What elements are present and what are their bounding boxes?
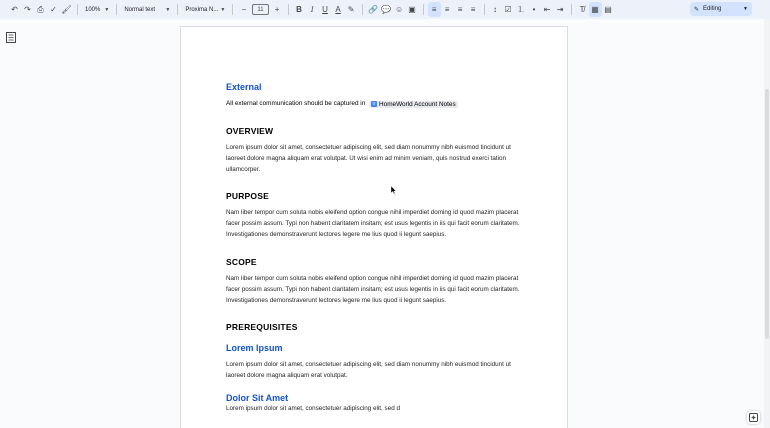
toolbar <box>0 0 770 19</box>
checklist-icon[interactable]: ☑ <box>504 5 512 14</box>
document-page[interactable] <box>180 26 568 428</box>
heading-external: External <box>226 82 262 92</box>
purpose-paragraph: Nam liber tempor cum soluta nobis eleifend option congue nihil imperdiet doming id quod mazim placerat facer possim assum. Typi non habent claritatem insitam; est usus legentis in iis qui facit eorum claritatem. Investigationes demonstraverunt lectores legere me lius quod ii legunt saepius. <box>226 209 520 239</box>
redo-icon[interactable]: ↷ <box>24 5 31 14</box>
explore-button[interactable] <box>747 411 760 424</box>
decrease-font-size-button[interactable]: − <box>241 5 247 14</box>
pencil-icon: ✎ <box>694 6 700 13</box>
increase-indent-icon[interactable]: ⇥ <box>556 5 564 14</box>
heading-scope: SCOPE <box>226 257 257 267</box>
dolor-paragraph: Lorem ipsum dolor sit amet, consectetuer adipiscing elit, sed d <box>226 405 400 412</box>
align-right-icon[interactable]: ≡ <box>457 5 463 14</box>
emoji-icon[interactable]: ☺ <box>394 5 404 14</box>
clear-formatting-icon[interactable]: T̸ <box>579 5 585 14</box>
line-spacing-icon[interactable]: ↕ <box>493 5 498 14</box>
external-line <box>226 100 458 108</box>
editing-mode-label: Editing <box>703 6 722 12</box>
heading-overview: OVERVIEW <box>226 126 274 136</box>
smart-chip-file[interactable] <box>369 101 458 108</box>
divider <box>484 4 485 15</box>
zoom-select[interactable] <box>82 2 112 17</box>
divider <box>288 4 289 15</box>
editing-mode-button[interactable] <box>690 2 752 16</box>
divider <box>571 4 572 15</box>
decrease-indent-icon[interactable]: ⇤ <box>543 5 551 14</box>
numbered-list-icon[interactable]: ⒈ <box>517 5 526 14</box>
bold-icon[interactable]: B <box>296 5 302 14</box>
comment-icon[interactable]: 💬 <box>381 5 392 14</box>
document-icon: ≡ <box>372 101 376 107</box>
heading-lorem-ipsum: Lorem Ipsum <box>226 343 283 353</box>
image-icon[interactable]: ▣ <box>408 5 416 14</box>
heading-purpose: PURPOSE <box>226 191 269 201</box>
increase-font-size-button[interactable]: + <box>274 5 280 14</box>
zoom-value: 100% <box>85 6 101 13</box>
undo-icon[interactable]: ↶ <box>11 5 18 14</box>
font-select[interactable] <box>182 2 228 17</box>
format-icon[interactable]: ▦ <box>589 2 602 17</box>
spellcheck-icon[interactable]: ✓ <box>50 5 57 14</box>
chip-label: HomeWorld Account Notes <box>379 100 456 108</box>
bulleted-list-icon[interactable]: • <box>532 5 536 14</box>
template-icon[interactable]: ▤ <box>604 5 612 14</box>
heading-prerequisites: PREREQUISITES <box>226 322 298 332</box>
text-color-icon[interactable]: A <box>335 5 341 14</box>
align-center-icon[interactable]: ≡ <box>444 5 450 14</box>
overview-paragraph: Lorem ipsum dolor sit amet, consectetuer adipiscing elit, sed diam nonummy nibh euismod tincidunt ut laoreet dolore magna aliquam erat volutpat. Ut wisi enim ad minim veniam, quis nostrud exerci tation ullamcorper. <box>226 144 511 174</box>
print-icon[interactable]: ⎙ <box>37 4 44 14</box>
mouse-pointer-icon <box>391 186 397 194</box>
align-justify-icon[interactable]: ≡ <box>470 5 476 14</box>
scope-paragraph: Nam liber tempor cum soluta nobis eleifend option congue nihil imperdiet doming id quod mazim placerat facer possim assum. Typi non habent claritatem insitam; est usus legentis in iis qui facit eorum claritatem. Investigationes demonstraverunt lectores legere me lius quod ii legunt saepius. <box>226 275 520 305</box>
divider <box>362 4 363 15</box>
underline-icon[interactable]: U <box>322 5 328 14</box>
explore-icon <box>749 413 758 422</box>
divider <box>232 4 233 15</box>
external-line-text: All external communication should be captured in <box>226 100 366 107</box>
align-left-icon[interactable]: ≡ <box>428 2 441 17</box>
divider <box>116 4 117 15</box>
divider <box>77 4 78 15</box>
lorem-paragraph: Lorem ipsum dolor sit amet, consectetuer adipiscing elit, sed diam nonummy nibh euismod tincidunt ut laoreet dolore magna aliquam erat volutpat. <box>226 361 511 380</box>
paint-format-icon[interactable]: 🖌 <box>61 5 72 14</box>
chevron-down-icon: ▼ <box>104 6 110 13</box>
chevron-down-icon: ▼ <box>220 6 226 13</box>
heading-dolor-sit-amet: Dolor Sit Amet <box>226 393 289 403</box>
link-icon[interactable]: 🔗 <box>368 5 379 14</box>
vertical-scrollbar[interactable] <box>764 19 770 428</box>
style-value: Normal text <box>124 6 155 13</box>
font-value: Proxima N... <box>185 6 219 13</box>
scrollbar-thumb[interactable] <box>765 89 769 339</box>
style-select[interactable] <box>121 2 173 17</box>
chevron-down-icon: ▼ <box>743 6 748 12</box>
chevron-down-icon: ▼ <box>165 6 171 13</box>
italic-icon[interactable]: I <box>310 5 314 14</box>
document-outline-icon[interactable] <box>6 32 16 43</box>
divider <box>423 4 424 15</box>
highlight-icon[interactable]: ✎ <box>347 5 355 14</box>
divider <box>177 4 178 15</box>
font-size-field[interactable]: 11 <box>252 4 268 15</box>
